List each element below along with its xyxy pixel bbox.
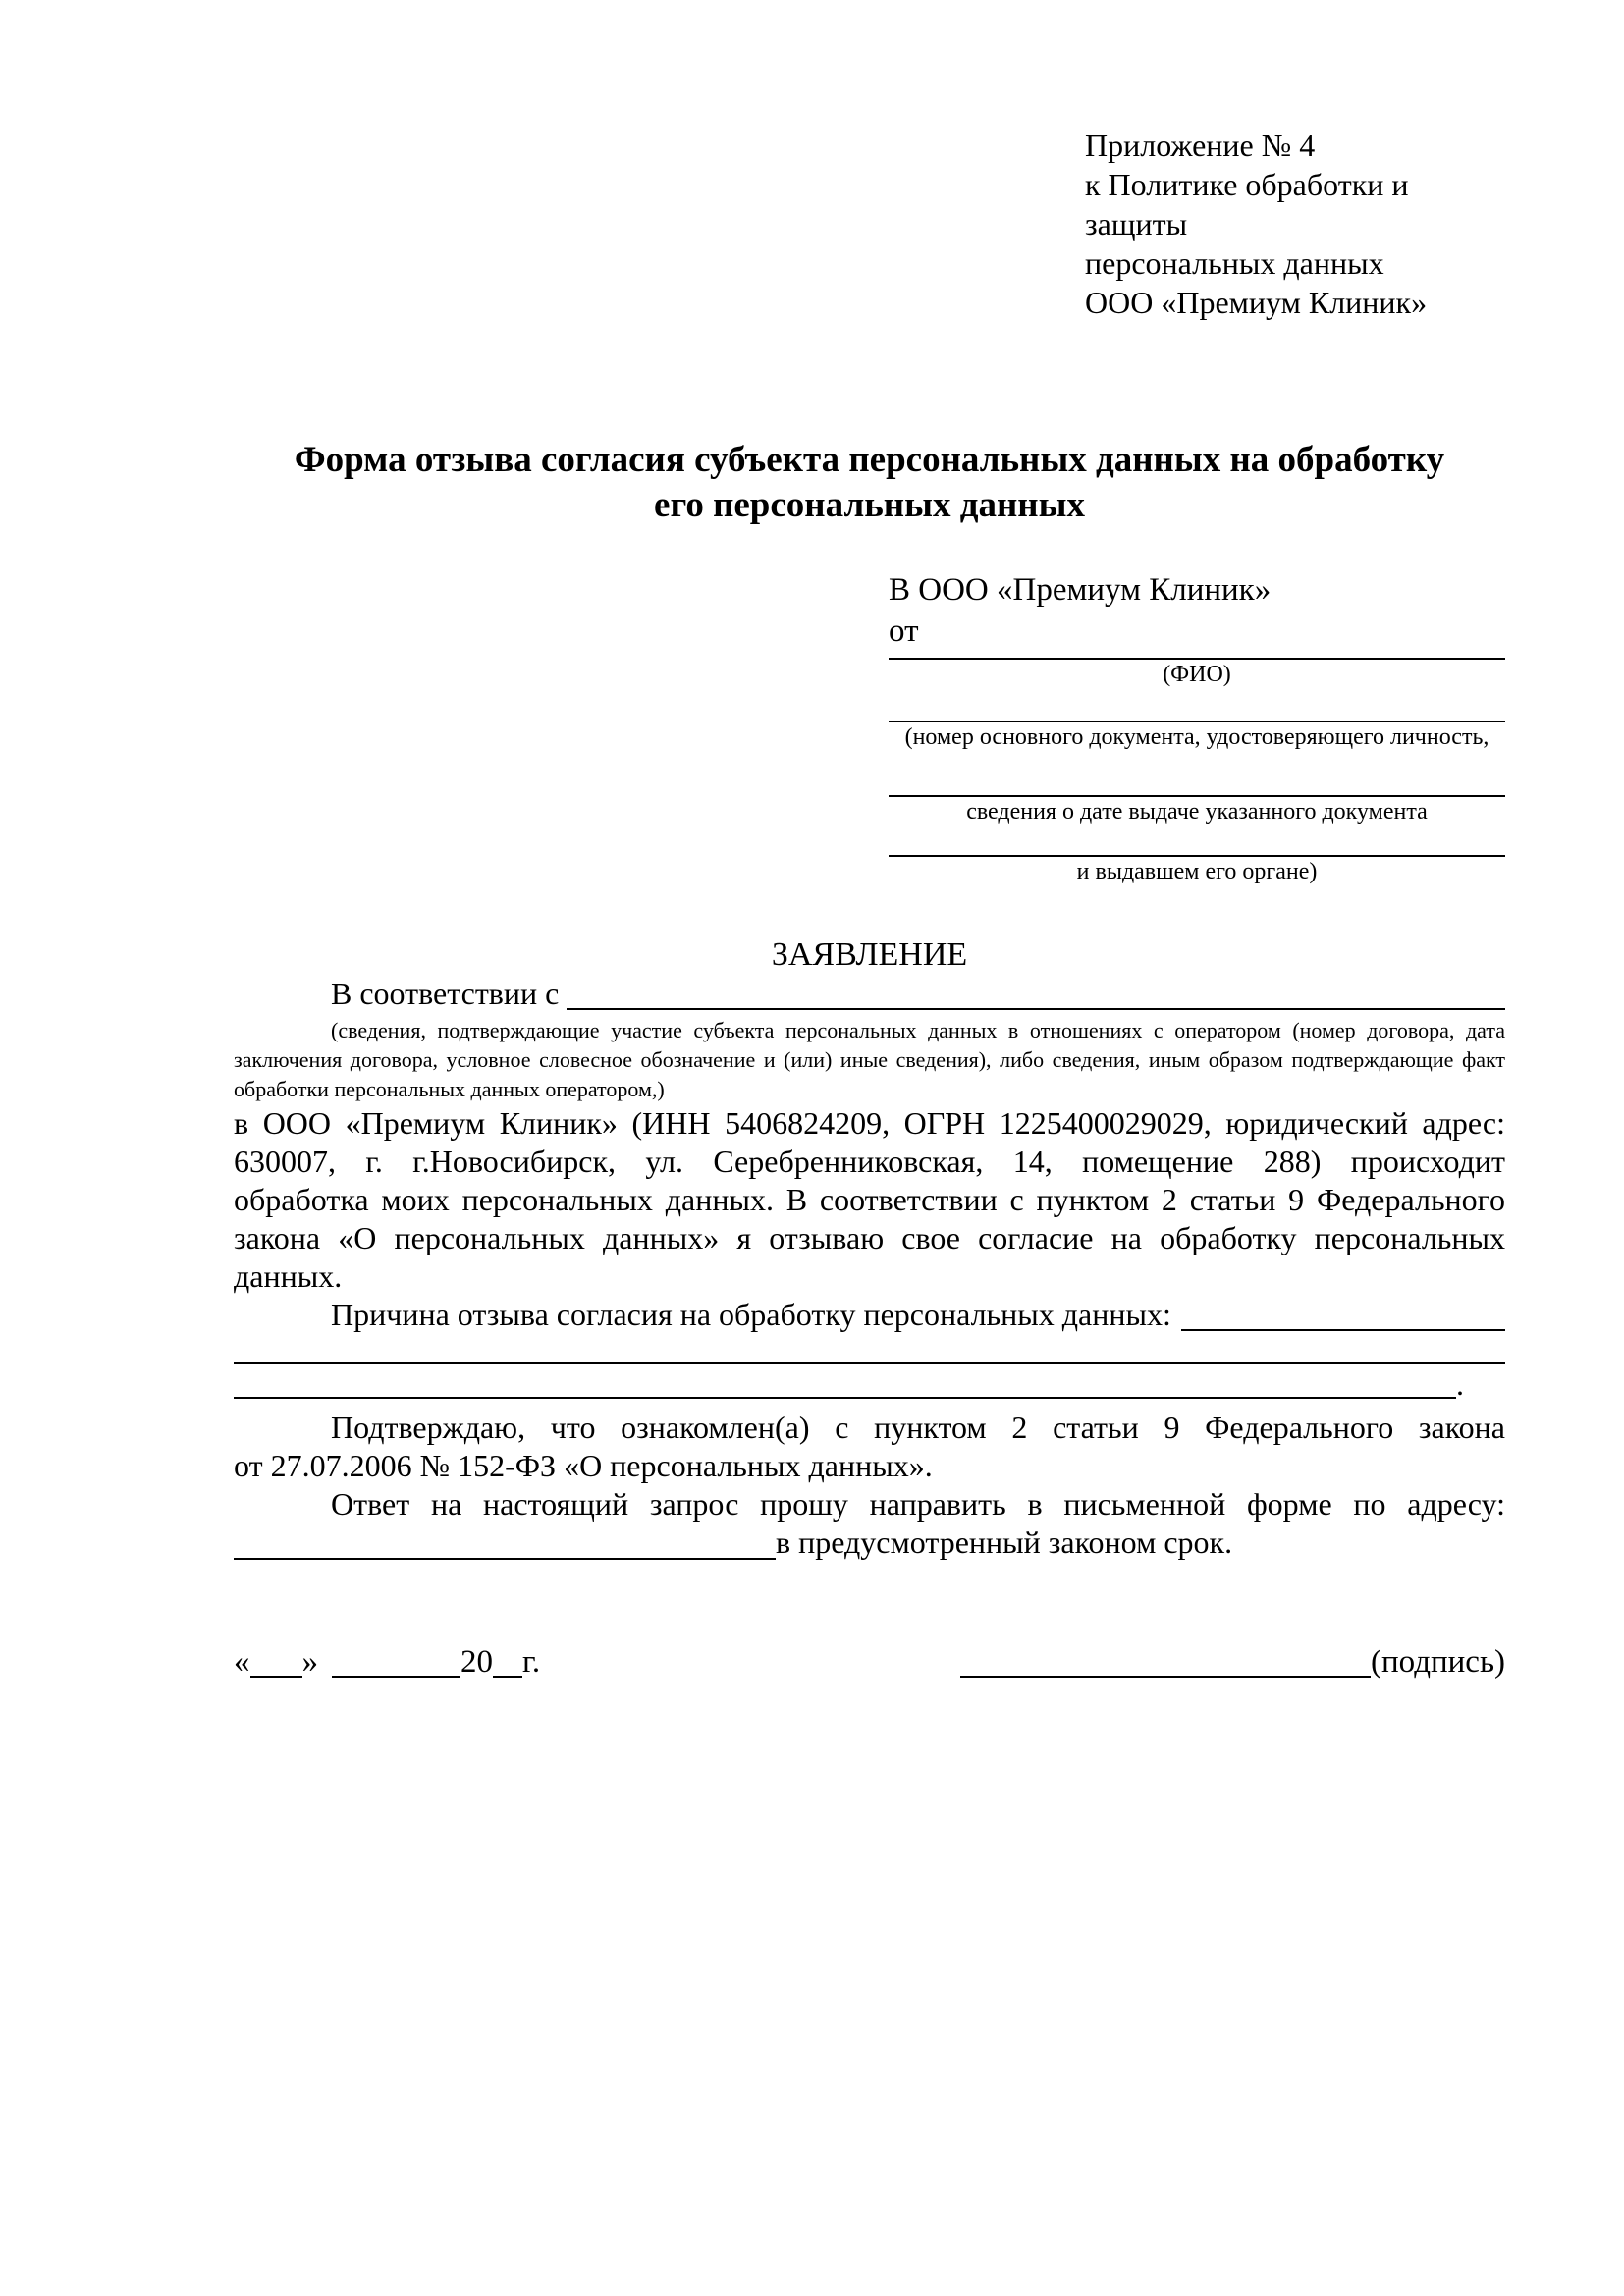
addressee-from-label: от — [889, 614, 919, 649]
document-title-line-2: его персональных данных — [654, 485, 1085, 525]
issue-date-caption: сведения о дате выдаче указанного документа — [966, 799, 1428, 825]
date-field — [234, 1642, 540, 1682]
document-title-line-1: Форма отзыва согласия субъекта персональных данных на обработку — [294, 440, 1445, 480]
year-suffix: г. — [522, 1644, 541, 1680]
appendix-line-1: Приложение № 4 — [1085, 128, 1316, 163]
addressee-to: В ООО «Премиум Клиник» — [889, 572, 1272, 608]
reason-blank-line-1[interactable] — [234, 1334, 1505, 1364]
year-prefix: 20 — [460, 1644, 493, 1680]
addressee-block — [889, 569, 1505, 886]
statement-heading: ЗАЯВЛЕНИЕ — [771, 936, 968, 973]
reason-blank-line-2[interactable] — [234, 1364, 1464, 1402]
statement-body-line-2: 630007, г. г.Новосибирск, ул. Серебренниковская, 14, помещение 288) происходит — [234, 1144, 1505, 1179]
footer-row — [234, 1642, 1505, 1682]
fio-blank-field[interactable] — [889, 652, 1505, 660]
day-blank-field[interactable] — [250, 1676, 302, 1678]
statement-body-line-4: закона «О персональных данных» я отзываю свое согласие на обработку персональных — [234, 1220, 1505, 1255]
fio-caption: (ФИО) — [1163, 662, 1231, 687]
sentence-period: . — [1456, 1366, 1464, 1402]
appendix-line-3: персональных данных — [1085, 245, 1384, 281]
day-close-quote: » — [301, 1644, 318, 1680]
reply-address-row — [234, 1523, 1505, 1562]
issuing-authority-caption: и выдавшем его органе) — [1076, 859, 1318, 884]
document-number-blank-field[interactable] — [889, 689, 1505, 722]
issuing-authority-blank-field[interactable] — [889, 827, 1505, 857]
signature-field — [960, 1642, 1505, 1682]
statement-body-line-3: обработка моих персональных данных. В соответствии с пунктом 2 статьи 9 Федерального — [234, 1182, 1505, 1217]
confirmation-line-2: от 27.07.2006 № 152-ФЗ «О персональных данных». — [234, 1448, 933, 1483]
fine-print-line-1: (сведения, подтверждающие участие субъекта персональных данных в отношениях с оператором (номер договора, дата — [331, 1018, 1505, 1042]
fine-print-line-2: заключения договора, условное словесное обозначение и (или) иные сведения), либо сведения, иным образом подтверждающие факт — [234, 1047, 1505, 1072]
reason-blank-field[interactable] — [1181, 1329, 1505, 1331]
confirmation-paragraph — [234, 1409, 1505, 1485]
fine-print-note — [234, 1016, 1505, 1104]
intro-row — [234, 975, 1505, 1013]
month-blank-field[interactable] — [332, 1676, 460, 1678]
statement-body-line-1: в ООО «Премиум Клиник» (ИНН 5406824209, ОГРН 1225400029029, юридический адрес: — [234, 1105, 1505, 1141]
fine-print-line-3: обработки персональных данных оператором,) — [234, 1077, 665, 1101]
appendix-block — [1085, 126, 1505, 322]
signature-blank-field[interactable] — [960, 1676, 1371, 1678]
appendix-line-2: к Политике обработки и защиты — [1085, 167, 1409, 241]
intro-prefix: В соответствии с — [331, 976, 560, 1011]
document-title — [234, 438, 1505, 528]
reply-request-line: Ответ на настоящий запрос прошу направить в письменной форме по адресу: — [331, 1486, 1505, 1522]
reason-row — [234, 1296, 1505, 1334]
reason-blank-line-2-rule[interactable] — [234, 1364, 1456, 1399]
appendix-line-4: ООО «Премиум Клиник» — [1085, 285, 1428, 320]
year-blank-field[interactable] — [493, 1676, 522, 1678]
reply-address-blank-field[interactable] — [234, 1558, 776, 1560]
day-open-quote: « — [234, 1644, 250, 1680]
reason-label: Причина отзыва согласия на обработку персональных данных: — [331, 1297, 1171, 1332]
reply-suffix: в предусмотренный законом срок. — [776, 1524, 1233, 1560]
confirmation-line-1: Подтверждаю, что ознакомлен(а) с пунктом 2 статьи 9 Федерального закона — [331, 1410, 1505, 1445]
issue-date-blank-field[interactable] — [889, 752, 1505, 797]
signature-caption: (подпись) — [1371, 1644, 1505, 1680]
statement-body-line-5: данных. — [234, 1258, 343, 1294]
document-number-caption: (номер основного документа, удостоверяющего личность, — [904, 724, 1489, 750]
basis-blank-field[interactable] — [567, 1008, 1505, 1010]
statement-body — [234, 1104, 1505, 1296]
